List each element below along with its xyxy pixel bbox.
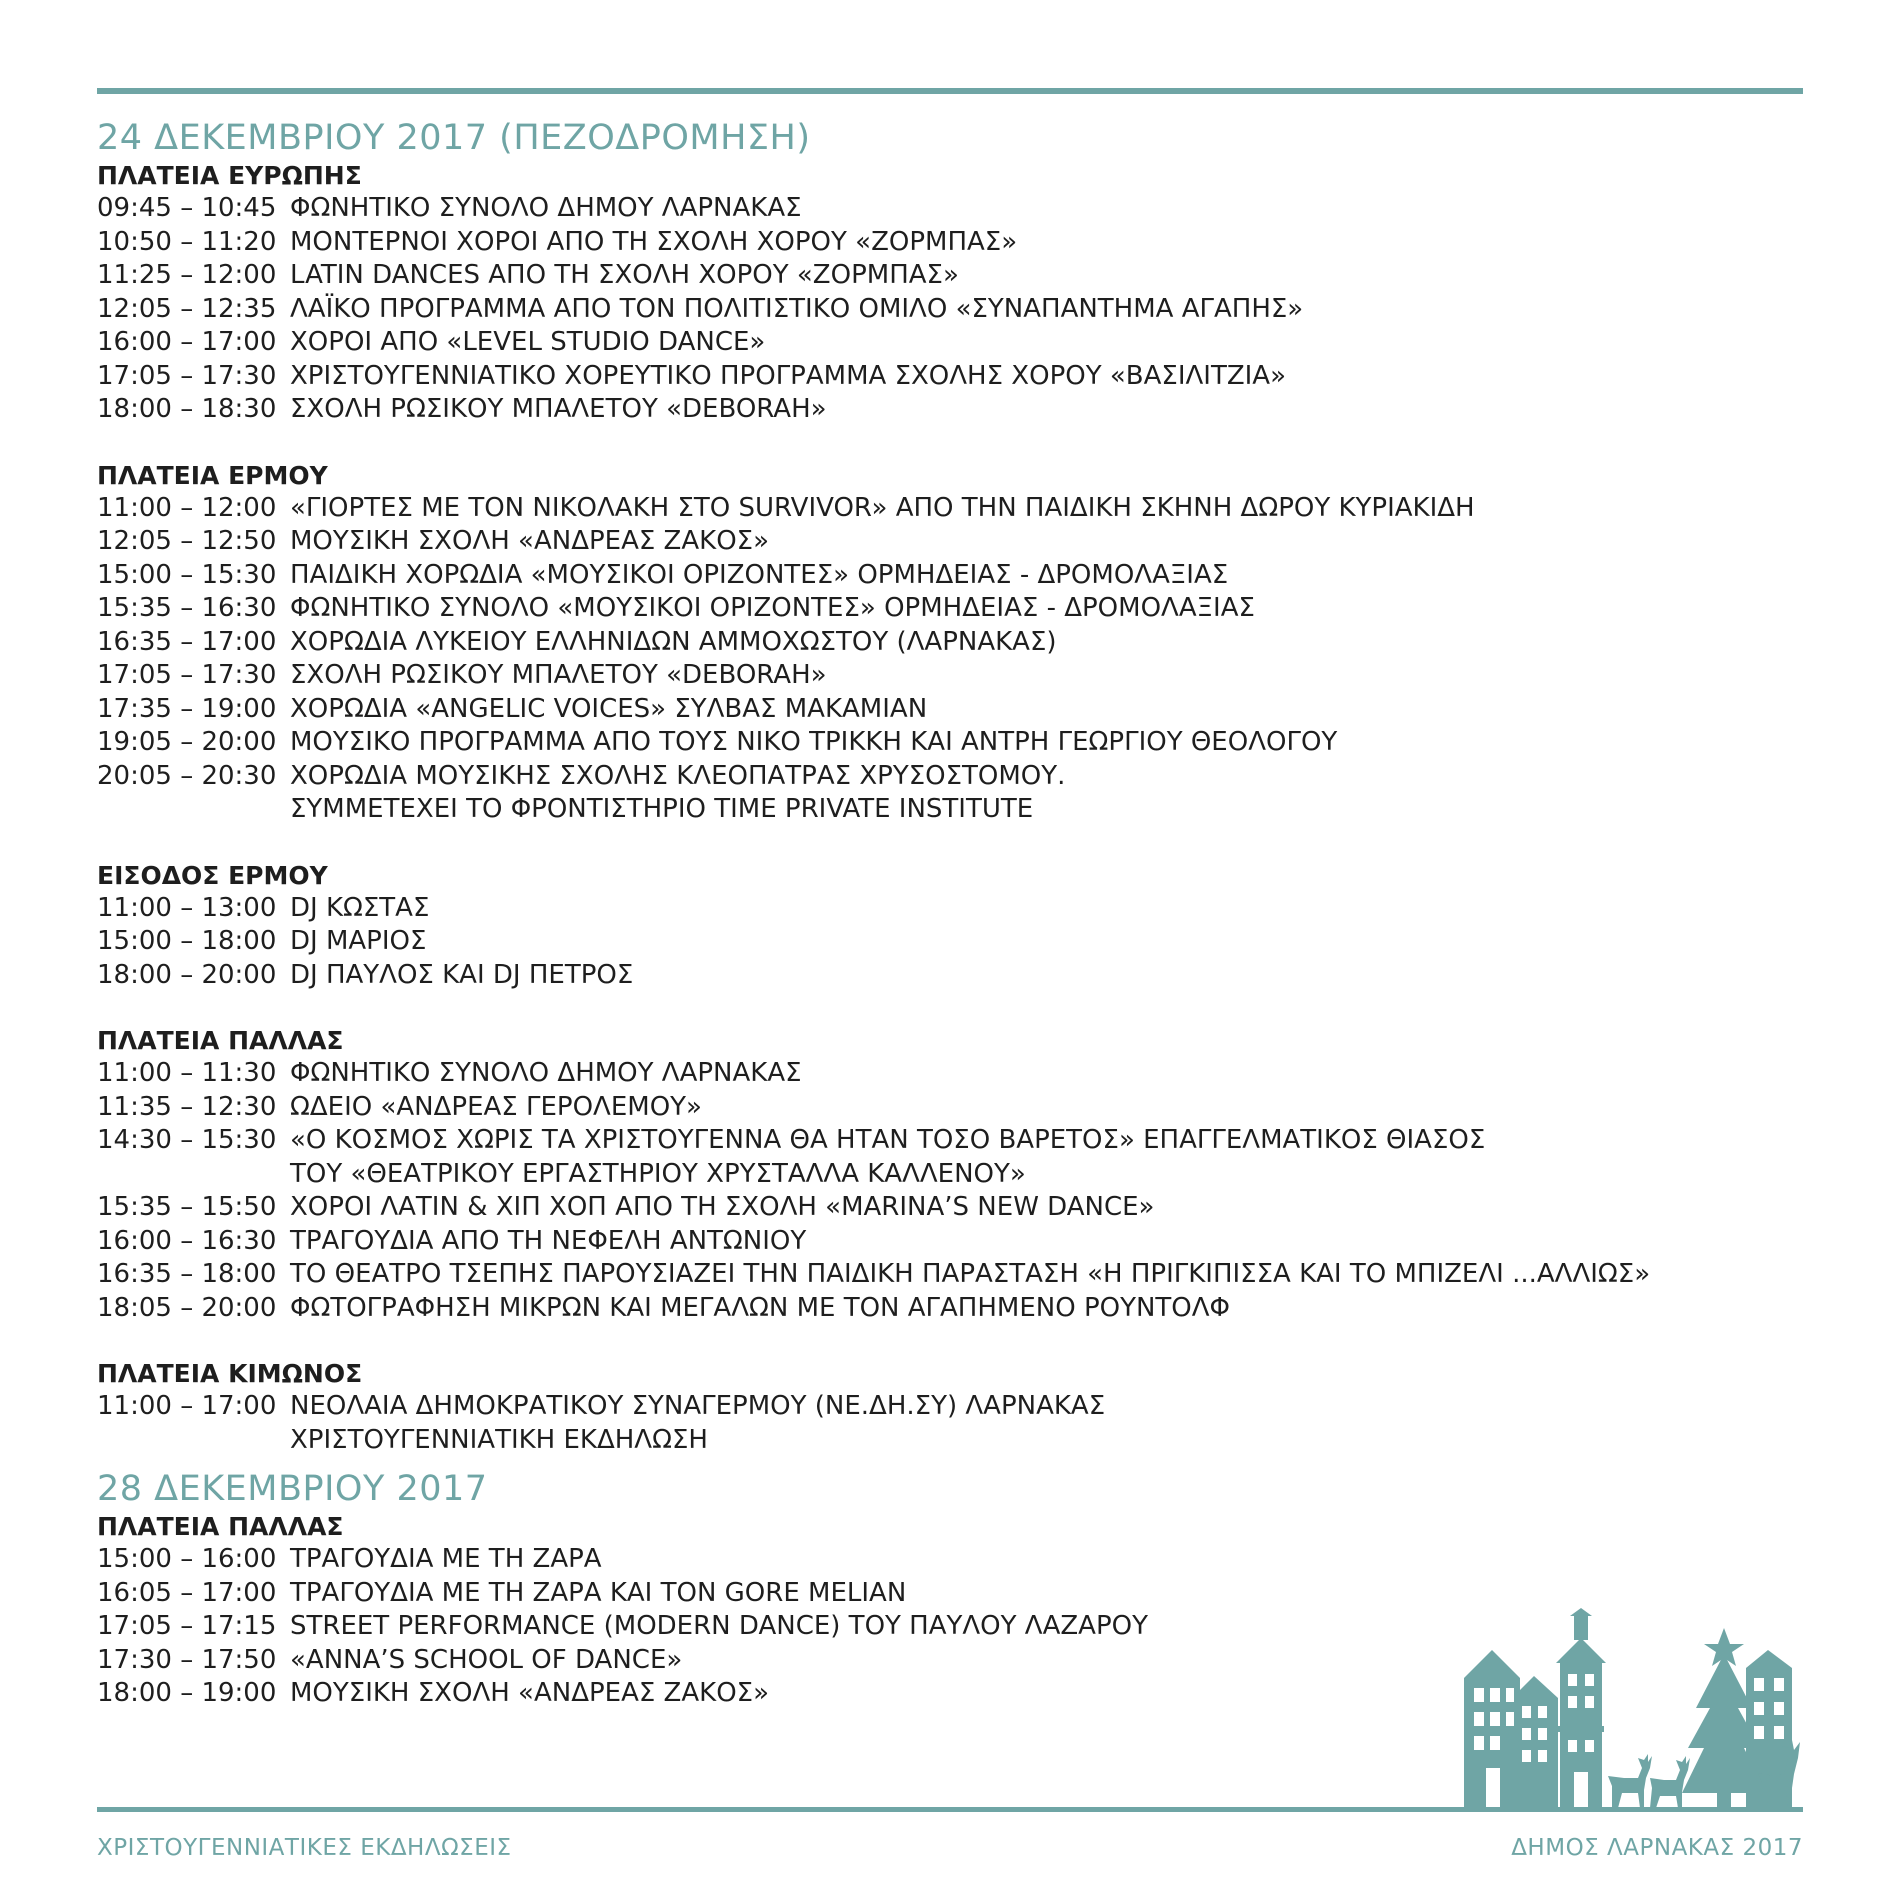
day-section: [97, 116, 1797, 1457]
event-time: 12:05 – 12:50: [97, 526, 277, 556]
event-description: DJ ΚΩΣΤΑΣ: [290, 892, 430, 923]
event-row: [97, 559, 1797, 593]
event-time: 16:00 – 16:30: [97, 1225, 277, 1256]
venue-title: ΠΛΑΤΕΙΑ ΠΑΛΛΑΣ: [97, 1026, 344, 1055]
event-row: [97, 1577, 1797, 1611]
event-description: LATIN DANCES ΑΠΟ ΤΗ ΣΧΟΛΗ ΧΟΡΟΥ «ΖΟΡΜΠΑΣ»: [290, 260, 959, 290]
event-row: [97, 959, 1797, 993]
event-description: ΝΕΟΛΑΙΑ ΔΗΜΟΚΡΑΤΙΚΟΥ ΣΥΝΑΓΕΡΜΟΥ (ΝΕ.ΔΗ.ΣΥ) ΛΑΡΝΑΚΑΣ: [290, 1391, 1106, 1421]
venue-block: [97, 860, 1797, 993]
event-description: «ANNA’S SCHOOL OF DANCE»: [290, 1644, 683, 1675]
reindeer-icon: [1650, 1756, 1690, 1808]
event-row: [97, 393, 1797, 427]
event-time: 20:05 – 20:30: [97, 760, 277, 791]
christmas-town-icon: [1462, 1608, 1807, 1808]
date-heading: 28 ΔΕΚΕΜΒΡΙΟΥ 2017: [97, 1469, 488, 1509]
event-description: ΧΡΙΣΤΟΥΓΕΝΝΙΑΤΙΚΗ ΕΚΔΗΛΩΣΗ: [290, 1424, 708, 1455]
event-time: 15:00 – 18:00: [97, 926, 277, 956]
event-description: ΧΡΙΣΤΟΥΓΕΝΝΙΑΤΙΚΟ ΧΟΡΕΥΤΙΚΟ ΠΡΟΓΡΑΜΜΑ ΣΧΟΛΗΣ ΧΟΡΟΥ «ΒΑΣΙΛΙΤΖΙΑ»: [290, 360, 1286, 391]
event-description: ΣΧΟΛΗ ΡΩΣΙΚΟΥ ΜΠΑΛΕΤΟΥ «DEBORAH»: [290, 394, 827, 424]
event-description: «Ο ΚΟΣΜΟΣ ΧΩΡΙΣ ΤΑ ΧΡΙΣΤΟΥΓΕΝΝΑ ΘΑ ΗΤΑΝ ΤΟΣΟ ΒΑΡΕΤΟΣ» ΕΠΑΓΓΕΛΜΑΤΙΚΟΣ ΘΙΑΣΟΣ: [290, 1125, 1486, 1155]
event-description: ΩΔΕΙΟ «ΑΝΔΡΕΑΣ ΓΕΡΟΛΕΜΟΥ»: [290, 1091, 702, 1122]
event-row: [97, 1292, 1797, 1326]
event-time: 17:05 – 17:15: [97, 1611, 277, 1641]
event-row: [97, 1191, 1797, 1225]
venue-block: [97, 460, 1797, 827]
event-row: [97, 659, 1797, 693]
event-time: 17:35 – 19:00: [97, 693, 277, 724]
event-time: 19:05 – 20:00: [97, 727, 277, 757]
event-description: ΣΧΟΛΗ ΡΩΣΙΚΟΥ ΜΠΑΛΕΤΟΥ «DEBORAH»: [290, 660, 827, 690]
event-row: [97, 925, 1797, 959]
event-time: 09:45 – 10:45: [97, 193, 277, 223]
event-description: ΤΡΑΓΟΥΔΙΑ ΑΠΟ ΤΗ ΝΕΦΕΛΗ ΑΝΤΩΝΙΟΥ: [290, 1225, 807, 1256]
venue-title: ΕΙΣΟΔΟΣ ΕΡΜΟΥ: [97, 860, 328, 890]
footer-left-text: ΧΡΙΣΤΟΥΓΕΝΝΙΑΤΙΚΕΣ ΕΚΔΗΛΩΣΕΙΣ: [97, 1835, 512, 1861]
event-row: [97, 1543, 1797, 1577]
event-row: [97, 293, 1797, 327]
event-description: ΜΟΥΣΙΚΟ ΠΡΟΓΡΑΜΜΑ ΑΠΟ ΤΟΥΣ ΝΙΚΟ ΤΡΙΚΚΗ ΚΑΙ ΑΝΤΡΗ ΓΕΩΡΓΙΟΥ ΘΕΟΛΟΓΟΥ: [290, 727, 1338, 757]
event-description: ΧΟΡΟΙ ΑΠΟ «LEVEL STUDIO DANCE»: [290, 327, 766, 357]
event-row: [97, 1225, 1797, 1259]
event-row: [97, 892, 1797, 926]
event-row: [97, 226, 1797, 260]
event-description: ΧΟΡΩΔΙΑ ΜΟΥΣΙΚΗΣ ΣΧΟΛΗΣ ΚΛΕΟΠΑΤΡΑΣ ΧΡΥΣΟΣΤΟΜΟΥ.: [290, 760, 1066, 791]
event-description: ΧΟΡΩΔΙΑ ΛΥΚΕΙΟΥ ΕΛΛΗΝΙΔΩΝ ΑΜΜΟΧΩΣΤΟΥ (ΛΑΡΝΑΚΑΣ): [290, 626, 1057, 657]
date-heading: 24 ΔΕΚΕΜΒΡΙΟΥ 2017 (ΠΕΖΟΔΡΟΜΗΣΗ): [97, 118, 811, 158]
event-row: [97, 192, 1797, 226]
event-row: [97, 693, 1797, 727]
event-description: ΣΥΜΜΕΤΕΧΕΙ ΤΟ ΦΡΟΝΤΙΣΤΗΡΙΟ TIME PRIVATE INSTITUTE: [290, 794, 1034, 824]
event-row: [97, 259, 1797, 293]
event-description: ΦΩΤΟΓΡΑΦΗΣΗ ΜΙΚΡΩΝ ΚΑΙ ΜΕΓΑΛΩΝ ΜΕ ΤΟΝ ΑΓΑΠΗΜΕΝΟ ΡΟΥΝΤΟΛΦ: [290, 1292, 1231, 1323]
event-time: 15:35 – 16:30: [97, 593, 277, 623]
event-description: ΧΟΡΟΙ ΛΑΤΙΝ & ΧΙΠ ΧΟΠ ΑΠΟ ΤΗ ΣΧΟΛΗ «MARINA’S NEW DANCE»: [290, 1192, 1155, 1222]
event-row: [97, 626, 1797, 660]
event-time: 16:35 – 18:00: [97, 1259, 277, 1289]
event-time: 15:00 – 15:30: [97, 559, 277, 590]
event-time: 11:00 – 11:30: [97, 1058, 277, 1088]
event-row: [97, 726, 1797, 760]
event-row: [97, 760, 1797, 794]
event-time: 12:05 – 12:35: [97, 293, 277, 324]
event-time: 18:05 – 20:00: [97, 1292, 277, 1323]
event-time: 18:00 – 19:00: [97, 1678, 277, 1708]
venue-block: [97, 160, 1797, 427]
event-time: 11:00 – 12:00: [97, 492, 277, 523]
event-time: [97, 1424, 290, 1458]
event-row: [97, 1158, 1797, 1192]
venue-title: ΠΛΑΤΕΙΑ ΕΥΡΩΠΗΣ: [97, 161, 362, 190]
event-description: DJ ΠΑΥΛΟΣ ΚΑΙ DJ ΠΕΤΡΟΣ: [290, 959, 634, 990]
event-description: ΦΩΝΗΤΙΚΟ ΣΥΝΟΛΟ ΔΗΜΟΥ ΛΑΡΝΑΚΑΣ: [290, 193, 802, 223]
event-description: ΤΟΥ «ΘΕΑΤΡΙΚΟΥ ΕΡΓΑΣΤΗΡΙΟΥ ΧΡΥΣΤΑΛΛΑ ΚΑΛΛΕΝΟΥ»: [290, 1158, 1026, 1189]
event-description: «ΓΙΟΡΤΕΣ ΜΕ ΤΟΝ ΝΙΚΟΛΑΚΗ ΣΤΟ SURVIVOR» ΑΠΟ ΤΗΝ ΠΑΙΔΙΚΗ ΣΚΗΝΗ ΔΩΡΟΥ ΚΥΡΙΑΚΙΔΗ: [290, 492, 1475, 523]
event-row: [97, 525, 1797, 559]
venue-title: ΠΛΑΤΕΙΑ ΚΙΜΩΝΟΣ: [97, 1359, 363, 1388]
event-description: ΜΟΥΣΙΚΗ ΣΧΟΛΗ «ΑΝΔΡΕΑΣ ΖΑΚΟΣ»: [290, 526, 770, 556]
event-time: 15:35 – 15:50: [97, 1192, 277, 1222]
reindeer-icon: [1608, 1754, 1652, 1808]
event-description: ΦΩΝΗΤΙΚΟ ΣΥΝΟΛΟ ΔΗΜΟΥ ΛΑΡΝΑΚΑΣ: [290, 1058, 802, 1088]
event-time: 18:00 – 18:30: [97, 394, 277, 424]
venue-block: [97, 1358, 1797, 1457]
event-time: [97, 1158, 290, 1192]
event-description: ΤΡΑΓΟΥΔΙΑ ΜΕ ΤΗ ΖΑΡΑ ΚΑΙ ΤΟΝ GORE MELIAN: [290, 1577, 907, 1608]
event-time: 11:00 – 17:00: [97, 1391, 277, 1421]
event-row: [97, 793, 1797, 827]
event-row: [97, 326, 1797, 360]
event-time: 16:35 – 17:00: [97, 626, 277, 657]
event-description: ΤΡΑΓΟΥΔΙΑ ΜΕ ΤΗ ΖΑΡΑ: [290, 1544, 602, 1574]
event-description: ΛΑΪΚΟ ΠΡΟΓΡΑΜΜΑ ΑΠΟ ΤΟΝ ΠΟΛΙΤΙΣΤΙΚΟ ΟΜΙΛΟ «ΣΥΝΑΠΑΝΤΗΜΑ ΑΓΑΠΗΣ»: [290, 293, 1304, 324]
event-time: 16:00 – 17:00: [97, 327, 277, 357]
event-time: 15:00 – 16:00: [97, 1544, 277, 1574]
venue-title: ΠΛΑΤΕΙΑ ΠΑΛΛΑΣ: [97, 1512, 344, 1541]
event-time: [97, 793, 290, 827]
bottom-divider: [97, 1807, 1803, 1812]
event-description: STREET PERFORMANCE (MODERN DANCE) ΤΟΥ ΠΑΥΛΟΥ ΛΑΖΑΡΟΥ: [290, 1611, 1148, 1641]
event-description: ΧΟΡΩΔΙΑ «ANGELIC VOICES» ΣΥΛΒΑΣ ΜΑΚΑΜΙΑΝ: [290, 693, 928, 724]
event-row: [97, 1091, 1797, 1125]
event-time: 11:00 – 13:00: [97, 892, 277, 923]
event-description: ΤΟ ΘΕΑΤΡΟ ΤΣΕΠΗΣ ΠΑΡΟΥΣΙΑΖΕΙ ΤΗΝ ΠΑΙΔΙΚΗ ΠΑΡΑΣΤΑΣΗ «Η ΠΡΙΓΚΙΠΙΣΣΑ ΚΑΙ ΤΟ ΜΠΙΖΕΛΙ ...ΑΛΛΙΩΣ»: [290, 1259, 1651, 1289]
event-time: 17:05 – 17:30: [97, 360, 277, 391]
event-row: [97, 1390, 1797, 1424]
event-time: 10:50 – 11:20: [97, 226, 277, 257]
event-row: [97, 1424, 1797, 1458]
event-row: [97, 1124, 1797, 1158]
event-time: 17:30 – 17:50: [97, 1644, 277, 1675]
event-description: DJ ΜΑΡΙΟΣ: [290, 926, 427, 956]
event-row: [97, 1258, 1797, 1292]
schedule-content: [97, 116, 1797, 1744]
footer-right-text: ΔΗΜΟΣ ΛΑΡΝΑΚΑΣ 2017: [1511, 1835, 1803, 1861]
event-row: [97, 360, 1797, 394]
event-description: ΜΟΝΤΕΡΝΟΙ ΧΟΡΟΙ ΑΠΟ ΤΗ ΣΧΟΛΗ ΧΟΡΟΥ «ΖΟΡΜΠΑΣ»: [290, 226, 1018, 257]
event-description: ΜΟΥΣΙΚΗ ΣΧΟΛΗ «ΑΝΔΡΕΑΣ ΖΑΚΟΣ»: [290, 1678, 770, 1708]
top-divider: [97, 88, 1803, 94]
event-row: [97, 492, 1797, 526]
event-description: ΠΑΙΔΙΚΗ ΧΟΡΩΔΙΑ «ΜΟΥΣΙΚΟΙ ΟΡΙΖΟΝΤΕΣ» ΟΡΜΗΔΕΙΑΣ - ΔΡΟΜΟΛΑΞΙΑΣ: [290, 559, 1229, 590]
event-row: [97, 1057, 1797, 1091]
event-time: 14:30 – 15:30: [97, 1125, 277, 1155]
event-time: 11:35 – 12:30: [97, 1091, 277, 1122]
event-row: [97, 592, 1797, 626]
venue-block: [97, 1025, 1797, 1325]
event-time: 16:05 – 17:00: [97, 1577, 277, 1608]
venue-title: ΠΛΑΤΕΙΑ ΕΡΜΟΥ: [97, 460, 328, 490]
event-time: 17:05 – 17:30: [97, 660, 277, 690]
event-description: ΦΩΝΗΤΙΚΟ ΣΥΝΟΛΟ «ΜΟΥΣΙΚΟΙ ΟΡΙΖΟΝΤΕΣ» ΟΡΜΗΔΕΙΑΣ - ΔΡΟΜΟΛΑΞΙΑΣ: [290, 593, 1255, 623]
house-middle-icon: [1512, 1676, 1558, 1808]
event-time: 11:25 – 12:00: [97, 260, 277, 290]
event-time: 18:00 – 20:00: [97, 959, 277, 990]
